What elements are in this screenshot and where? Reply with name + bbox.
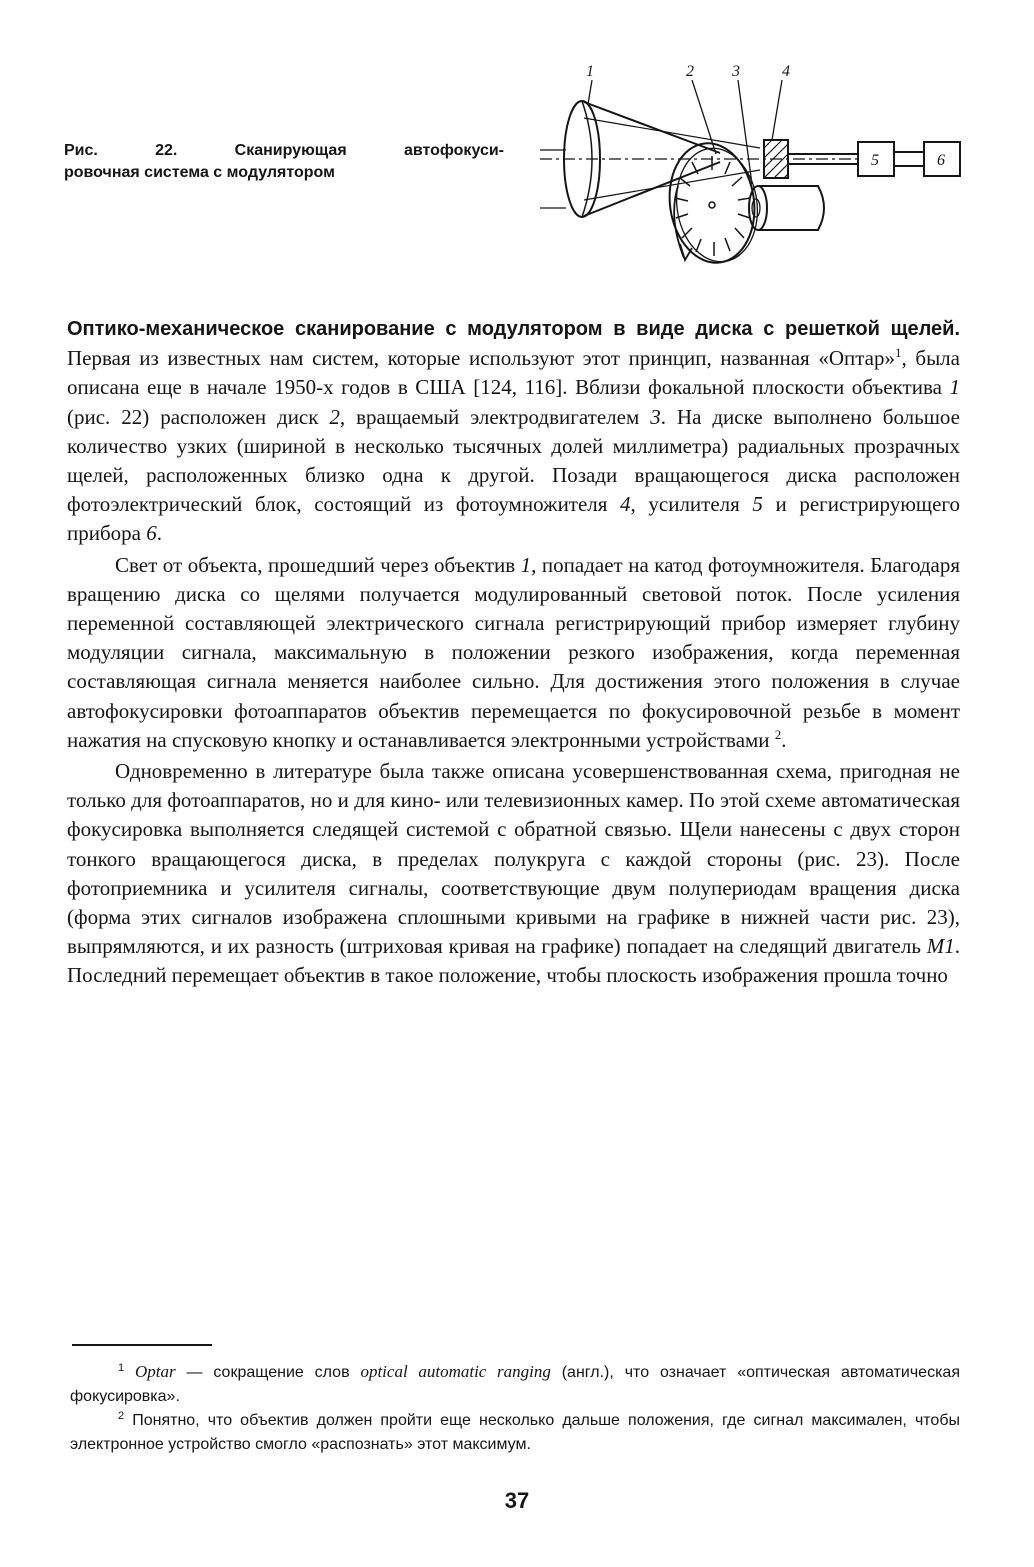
text-run: (англ.), что означает «оптическая автоматическая фокусировка».	[70, 1364, 960, 1405]
footnote-2	[70, 1409, 960, 1457]
ref-number: 1	[949, 375, 960, 400]
footnote-1	[70, 1360, 960, 1409]
label-3: 3	[732, 63, 740, 80]
figure-22	[520, 58, 970, 278]
ref-number: 3	[650, 404, 661, 429]
footnote-mark: 2	[118, 1410, 125, 1422]
footnotes	[70, 1360, 960, 1457]
scanning-system-diagram	[520, 58, 970, 278]
text-run: . Последний перемещает объектив в такое положение, чтобы плоскость изображения прошла точно	[67, 934, 960, 988]
ref-number: 1	[520, 552, 532, 577]
label-4: 4	[782, 63, 790, 80]
text-run: Первая из известных нам систем, которые используют этот принцип, названная «Оптар»	[67, 346, 895, 371]
ref-number: 6	[146, 521, 157, 546]
caption-line-1: Рис. 22. Сканирующая автофокуси-	[64, 142, 504, 159]
footnote-mark: 1	[118, 1362, 125, 1374]
text-run: . На диске выполнено большое количество узких (шириной в несколько тысячных долей миллиметра) радиальных прозрачных щелей, расположенных близко одна к другой. Позади вращающегося диска расположен фотоэлектрический блок, состоящий из фотоумножителя	[67, 404, 960, 517]
ref-number: 2	[329, 404, 340, 429]
footnote-phrase: optical automatic ranging	[360, 1362, 551, 1381]
paragraph-3	[67, 757, 960, 991]
paragraph-heading: Оптико-механическое сканирование с модулятором в виде диска с решеткой щелей.	[67, 318, 960, 340]
motor-ref: М1	[926, 934, 955, 959]
paragraph-2	[67, 551, 960, 755]
text-run: , усилителя	[630, 492, 753, 517]
text-run: .	[781, 727, 787, 752]
page-number: 37	[504, 1488, 530, 1513]
text-run: (рис. 22) расположен диск	[67, 404, 330, 429]
figure-caption	[64, 140, 504, 184]
text-run: , была описана еще в начале 1950-х годов в США [124, 116]. Вблизи фокальной плоскости объектива	[67, 346, 960, 400]
label-6: 6	[937, 152, 945, 169]
ref-number: 4	[620, 492, 631, 517]
label-1: 1	[586, 63, 594, 80]
paragraph-1	[67, 314, 960, 549]
ref-number: 5	[752, 492, 763, 517]
footnote-ref-2: 2	[774, 726, 782, 742]
caption-line-2: ровочная система с модулятором	[64, 164, 335, 181]
label-5: 5	[871, 152, 879, 169]
footnote-term: Optar	[135, 1362, 176, 1381]
label-2: 2	[686, 63, 694, 80]
text-run: Понятно, что объектив должен пройти еще несколько дальше положения, где сигнал максимален, чтобы электронное устройство смогло «распознать» этот максимум.	[70, 1412, 960, 1453]
text-run: , попадает на катод фотоумножителя. Благодаря вращению диска со щелями получается модулированный световой поток. После усиления переменной составляющей электрического сигнала регистрирующий прибор измеряет глубину модуляции сигнала, максимальную в положении резкого изображения, когда переменная составляющая сигнала меняется наиболее сильно. Для достижения этого положения в случае автофокусировки фотоаппаратов объектив перемещается по фокусировочной резьбе в момент нажатия на спусковую кнопку и останавливается электронными устройствами	[67, 552, 960, 752]
text-run: и регистрирующего прибора	[67, 492, 960, 546]
footnote-ref-1: 1	[895, 345, 902, 361]
text-run: .	[156, 521, 162, 546]
text-run: Одновременно в литературе была также описана усовершенствованная схема, пригодная не только для фотоаппаратов, но и для кино- или телевизионных камер. По этой схеме автоматическая фокусировка выполняется следящей системой с обратной связью. Щели нанесены с двух сторон тонкого вращающегося диска, в пределах полукруга с каждой стороны (рис. 23). После фотоприемника и усилителя сигналы, соответствующие двум полупериодам вращения диска (форма этих сигналов изображена сплошными кривыми на графике в нижней части рис. 23), выпрямляются, и их разность (штриховая кривая на графике) попадает на следящий двигатель	[67, 759, 960, 959]
footnote-divider	[72, 1344, 212, 1346]
text-run: — сокращение слов	[175, 1364, 361, 1381]
body-text	[67, 314, 960, 991]
text-run: , вращаемый электродвигателем	[339, 404, 651, 429]
text-run: Свет от объекта, прошедший через объектив	[115, 552, 521, 577]
